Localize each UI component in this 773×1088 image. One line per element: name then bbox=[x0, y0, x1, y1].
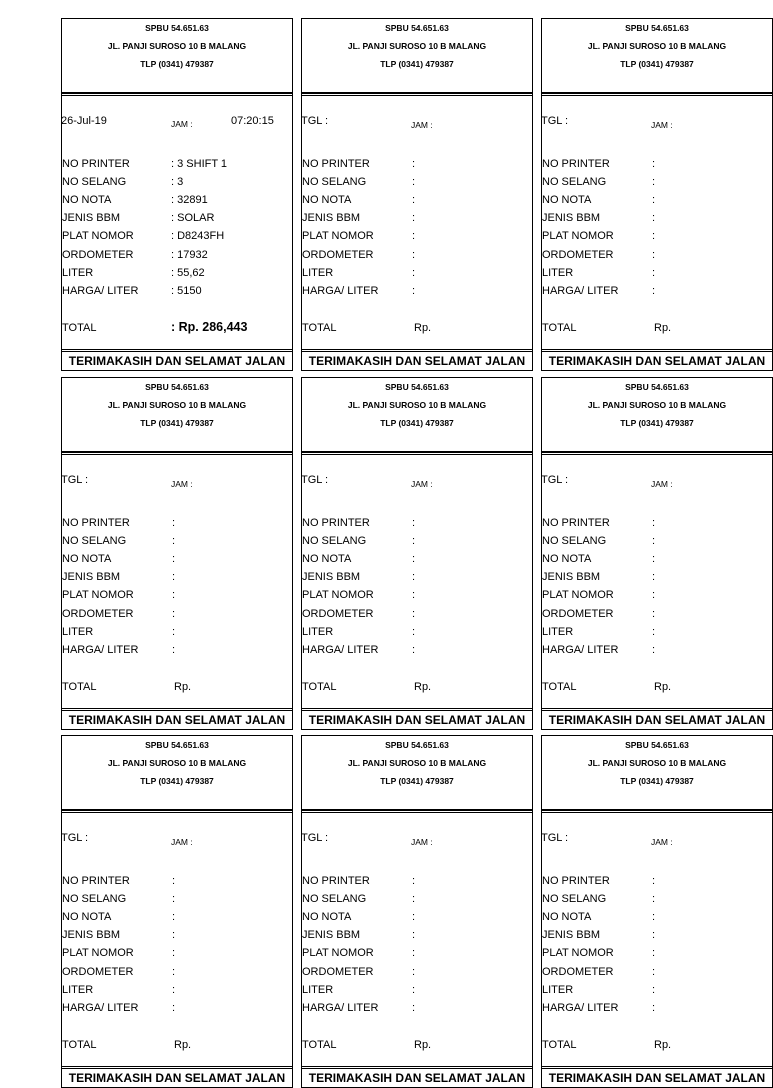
field-colon: : bbox=[652, 929, 656, 941]
field-label-liter: LITER bbox=[302, 267, 334, 279]
field-colon: : bbox=[412, 1002, 416, 1014]
total-label: TOTAL bbox=[542, 322, 577, 334]
receipt bbox=[301, 18, 533, 370]
field-colon: : bbox=[412, 929, 416, 941]
station-name: SPBU 54.651.63 bbox=[625, 740, 689, 750]
field-colon: : bbox=[412, 158, 416, 170]
station-name: SPBU 54.651.63 bbox=[145, 740, 209, 750]
currency-label: Rp. bbox=[654, 681, 672, 693]
field-colon: : bbox=[412, 194, 416, 206]
total-label: TOTAL bbox=[302, 322, 337, 334]
field-colon: : bbox=[652, 212, 656, 224]
field-label-plat-nomor: PLAT NOMOR bbox=[62, 589, 134, 601]
date-value: 26-Jul-19 bbox=[61, 115, 107, 127]
station-name: SPBU 54.651.63 bbox=[385, 382, 449, 392]
field-colon: : bbox=[652, 644, 656, 656]
thank-you-footer: TERIMAKASIH DAN SELAMAT JALAN bbox=[541, 349, 773, 371]
time-label: JAM : bbox=[171, 837, 193, 847]
field-label-no-selang: NO SELANG bbox=[542, 893, 607, 905]
field-colon: : bbox=[412, 893, 416, 905]
field-label-ordometer: ORDOMETER bbox=[62, 966, 134, 978]
field-label-harga-liter: HARGA/ LITER bbox=[302, 644, 379, 656]
date-label: TGL : bbox=[541, 832, 569, 844]
field-colon: : bbox=[412, 267, 416, 279]
field-label-jenis-bbm: JENIS BBM bbox=[62, 929, 121, 941]
receipt-header bbox=[301, 377, 533, 453]
field-label-liter: LITER bbox=[302, 984, 334, 996]
time-label: JAM : bbox=[171, 119, 193, 129]
field-label-no-printer: NO PRINTER bbox=[302, 875, 370, 887]
station-address: JL. PANJI SUROSO 10 B MALANG bbox=[587, 758, 727, 768]
field-colon: : bbox=[652, 517, 656, 529]
field-colon: : bbox=[412, 553, 416, 565]
field-label-plat-nomor: PLAT NOMOR bbox=[302, 589, 374, 601]
field-label-liter: LITER bbox=[542, 984, 574, 996]
field-label-liter: LITER bbox=[62, 984, 94, 996]
currency-label: Rp. bbox=[414, 322, 432, 334]
field-colon: : bbox=[652, 589, 656, 601]
field-label-liter: LITER bbox=[302, 626, 334, 638]
field-colon: : bbox=[412, 176, 416, 188]
field-label-jenis-bbm: JENIS BBM bbox=[542, 571, 601, 583]
date-label: TGL : bbox=[541, 115, 569, 127]
field-label-ordometer: ORDOMETER bbox=[62, 249, 134, 261]
field-colon: : bbox=[652, 947, 656, 959]
field-label-no-nota: NO NOTA bbox=[542, 553, 592, 565]
receipt-body bbox=[61, 451, 293, 716]
station-phone: TLP (0341) 479387 bbox=[140, 418, 214, 428]
receipt-header bbox=[61, 18, 293, 94]
field-colon: : bbox=[412, 875, 416, 887]
field-colon: : bbox=[172, 589, 176, 601]
receipt-header bbox=[61, 377, 293, 453]
station-name: SPBU 54.651.63 bbox=[625, 382, 689, 392]
field-colon: : bbox=[652, 194, 656, 206]
field-colon: : bbox=[172, 517, 176, 529]
double-divider bbox=[302, 452, 532, 455]
receipt bbox=[541, 735, 773, 1087]
field-label-no-selang: NO SELANG bbox=[62, 176, 127, 188]
receipt-header bbox=[541, 735, 773, 811]
field-label-plat-nomor: PLAT NOMOR bbox=[542, 947, 614, 959]
field-colon: : bbox=[412, 644, 416, 656]
date-label: TGL : bbox=[301, 832, 329, 844]
field-colon: : bbox=[172, 966, 176, 978]
currency-label: Rp. bbox=[414, 681, 432, 693]
field-colon: : bbox=[412, 212, 416, 224]
field-colon: : bbox=[172, 947, 176, 959]
station-address: JL. PANJI SUROSO 10 B MALANG bbox=[107, 41, 247, 51]
field-colon: : bbox=[652, 176, 656, 188]
field-colon: : bbox=[412, 249, 416, 261]
station-phone: TLP (0341) 479387 bbox=[140, 776, 214, 786]
receipt bbox=[541, 377, 773, 729]
receipt bbox=[61, 735, 293, 1087]
field-label-plat-nomor: PLAT NOMOR bbox=[302, 947, 374, 959]
field-label-no-nota: NO NOTA bbox=[62, 553, 112, 565]
currency-label: Rp. bbox=[654, 1039, 672, 1051]
field-label-harga-liter: HARGA/ LITER bbox=[302, 1002, 379, 1014]
field-colon: : bbox=[652, 875, 656, 887]
station-address: JL. PANJI SUROSO 10 B MALANG bbox=[587, 400, 727, 410]
field-colon: : bbox=[172, 893, 176, 905]
field-label-no-selang: NO SELANG bbox=[302, 893, 367, 905]
field-colon: : bbox=[172, 644, 176, 656]
field-label-no-selang: NO SELANG bbox=[542, 176, 607, 188]
receipt bbox=[61, 377, 293, 729]
field-label-no-printer: NO PRINTER bbox=[62, 158, 130, 170]
field-label-ordometer: ORDOMETER bbox=[302, 966, 374, 978]
field-label-harga-liter: HARGA/ LITER bbox=[62, 285, 139, 297]
station-address: JL. PANJI SUROSO 10 B MALANG bbox=[347, 41, 487, 51]
field-colon: : bbox=[412, 911, 416, 923]
station-phone: TLP (0341) 479387 bbox=[380, 776, 454, 786]
double-divider bbox=[542, 810, 772, 813]
field-value-plat-nomor: : D8243FH bbox=[171, 230, 225, 242]
field-colon: : bbox=[412, 571, 416, 583]
field-label-no-nota: NO NOTA bbox=[302, 194, 352, 206]
total-label: TOTAL bbox=[62, 1039, 97, 1051]
time-label: JAM : bbox=[651, 120, 673, 130]
field-label-no-printer: NO PRINTER bbox=[62, 517, 130, 529]
double-divider bbox=[302, 810, 532, 813]
field-colon: : bbox=[652, 535, 656, 547]
field-colon: : bbox=[412, 984, 416, 996]
station-address: JL. PANJI SUROSO 10 B MALANG bbox=[347, 758, 487, 768]
receipt-body bbox=[541, 92, 773, 357]
time-value: 07:20:15 bbox=[231, 115, 274, 127]
time-label: JAM : bbox=[411, 837, 433, 847]
field-label-plat-nomor: PLAT NOMOR bbox=[302, 230, 374, 242]
field-label-jenis-bbm: JENIS BBM bbox=[62, 212, 121, 224]
field-colon: : bbox=[412, 285, 416, 297]
field-colon: : bbox=[412, 535, 416, 547]
field-colon: : bbox=[172, 875, 176, 887]
station-name: SPBU 54.651.63 bbox=[625, 23, 689, 33]
field-label-no-selang: NO SELANG bbox=[542, 535, 607, 547]
double-divider bbox=[62, 810, 292, 813]
field-label-harga-liter: HARGA/ LITER bbox=[542, 285, 619, 297]
field-label-harga-liter: HARGA/ LITER bbox=[62, 1002, 139, 1014]
field-label-ordometer: ORDOMETER bbox=[542, 966, 614, 978]
field-colon: : bbox=[412, 966, 416, 978]
field-label-jenis-bbm: JENIS BBM bbox=[302, 571, 361, 583]
field-colon: : bbox=[172, 608, 176, 620]
field-label-plat-nomor: PLAT NOMOR bbox=[62, 230, 134, 242]
station-phone: TLP (0341) 479387 bbox=[380, 418, 454, 428]
field-label-plat-nomor: PLAT NOMOR bbox=[542, 230, 614, 242]
double-divider bbox=[302, 93, 532, 96]
receipt-body bbox=[301, 451, 533, 716]
receipt-body bbox=[541, 451, 773, 716]
field-value-no-nota: : 32891 bbox=[171, 194, 208, 206]
field-value-liter: : 55,62 bbox=[171, 267, 205, 279]
currency-label: Rp. bbox=[174, 681, 192, 693]
receipt-body bbox=[301, 809, 533, 1074]
receipt-header bbox=[301, 18, 533, 94]
receipt bbox=[301, 377, 533, 729]
field-label-no-nota: NO NOTA bbox=[542, 911, 592, 923]
station-address: JL. PANJI SUROSO 10 B MALANG bbox=[107, 400, 247, 410]
field-label-no-nota: NO NOTA bbox=[302, 553, 352, 565]
field-label-ordometer: ORDOMETER bbox=[302, 249, 374, 261]
field-label-liter: LITER bbox=[62, 626, 94, 638]
field-label-no-printer: NO PRINTER bbox=[542, 517, 610, 529]
field-colon: : bbox=[652, 1002, 656, 1014]
time-label: JAM : bbox=[411, 479, 433, 489]
date-label: TGL : bbox=[541, 474, 569, 486]
receipt-header bbox=[541, 18, 773, 94]
field-colon: : bbox=[172, 626, 176, 638]
field-label-liter: LITER bbox=[62, 267, 94, 279]
field-colon: : bbox=[412, 589, 416, 601]
field-colon: : bbox=[412, 626, 416, 638]
field-label-no-nota: NO NOTA bbox=[302, 911, 352, 923]
field-label-plat-nomor: PLAT NOMOR bbox=[62, 947, 134, 959]
thank-you-footer: TERIMAKASIH DAN SELAMAT JALAN bbox=[541, 708, 773, 730]
time-label: JAM : bbox=[651, 479, 673, 489]
field-label-harga-liter: HARGA/ LITER bbox=[542, 1002, 619, 1014]
field-colon: : bbox=[652, 230, 656, 242]
station-address: JL. PANJI SUROSO 10 B MALANG bbox=[107, 758, 247, 768]
total-label: TOTAL bbox=[542, 681, 577, 693]
field-label-no-nota: NO NOTA bbox=[62, 194, 112, 206]
receipt-header bbox=[61, 735, 293, 811]
station-address: JL. PANJI SUROSO 10 B MALANG bbox=[587, 41, 727, 51]
field-label-harga-liter: HARGA/ LITER bbox=[542, 644, 619, 656]
field-value-jenis-bbm: : SOLAR bbox=[171, 212, 215, 224]
field-label-harga-liter: HARGA/ LITER bbox=[302, 285, 379, 297]
receipt bbox=[541, 18, 773, 370]
receipt-header bbox=[541, 377, 773, 453]
field-label-jenis-bbm: JENIS BBM bbox=[542, 929, 601, 941]
field-label-jenis-bbm: JENIS BBM bbox=[542, 212, 601, 224]
receipt bbox=[61, 18, 293, 370]
field-label-no-printer: NO PRINTER bbox=[302, 517, 370, 529]
date-label: TGL : bbox=[301, 474, 329, 486]
station-phone: TLP (0341) 479387 bbox=[620, 59, 694, 69]
field-colon: : bbox=[172, 535, 176, 547]
field-colon: : bbox=[652, 911, 656, 923]
field-colon: : bbox=[652, 553, 656, 565]
thank-you-footer: TERIMAKASIH DAN SELAMAT JALAN bbox=[541, 1066, 773, 1088]
field-colon: : bbox=[652, 267, 656, 279]
field-colon: : bbox=[652, 571, 656, 583]
field-value-harga-liter: : 5150 bbox=[171, 285, 202, 297]
total-value: : Rp. 286,443 bbox=[171, 320, 248, 334]
station-name: SPBU 54.651.63 bbox=[385, 23, 449, 33]
field-label-jenis-bbm: JENIS BBM bbox=[302, 929, 361, 941]
field-label-ordometer: ORDOMETER bbox=[302, 608, 374, 620]
station-name: SPBU 54.651.63 bbox=[145, 23, 209, 33]
field-colon: : bbox=[172, 984, 176, 996]
receipt-body bbox=[61, 92, 293, 357]
field-label-no-selang: NO SELANG bbox=[62, 893, 127, 905]
field-label-ordometer: ORDOMETER bbox=[542, 249, 614, 261]
field-colon: : bbox=[412, 517, 416, 529]
field-label-liter: LITER bbox=[542, 267, 574, 279]
receipt-header bbox=[301, 735, 533, 811]
field-value-ordometer: : 17932 bbox=[171, 249, 208, 261]
currency-label: Rp. bbox=[654, 322, 672, 334]
field-colon: : bbox=[412, 230, 416, 242]
currency-label: Rp. bbox=[414, 1039, 432, 1051]
thank-you-footer: TERIMAKASIH DAN SELAMAT JALAN bbox=[61, 708, 293, 730]
field-value-no-selang: : 3 bbox=[171, 176, 184, 188]
time-label: JAM : bbox=[171, 479, 193, 489]
field-label-liter: LITER bbox=[542, 626, 574, 638]
field-colon: : bbox=[652, 893, 656, 905]
thank-you-footer: TERIMAKASIH DAN SELAMAT JALAN bbox=[61, 1066, 293, 1088]
field-value-no-printer: : 3 SHIFT 1 bbox=[171, 158, 228, 170]
double-divider bbox=[542, 93, 772, 96]
field-label-no-selang: NO SELANG bbox=[302, 176, 367, 188]
total-label: TOTAL bbox=[302, 1039, 337, 1051]
field-label-no-selang: NO SELANG bbox=[62, 535, 127, 547]
thank-you-footer: TERIMAKASIH DAN SELAMAT JALAN bbox=[301, 1066, 533, 1088]
thank-you-footer: TERIMAKASIH DAN SELAMAT JALAN bbox=[301, 708, 533, 730]
station-address: JL. PANJI SUROSO 10 B MALANG bbox=[347, 400, 487, 410]
field-label-ordometer: ORDOMETER bbox=[62, 608, 134, 620]
field-label-no-printer: NO PRINTER bbox=[542, 158, 610, 170]
station-phone: TLP (0341) 479387 bbox=[620, 776, 694, 786]
station-name: SPBU 54.651.63 bbox=[145, 382, 209, 392]
total-label: TOTAL bbox=[62, 322, 97, 334]
field-colon: : bbox=[652, 966, 656, 978]
field-label-no-selang: NO SELANG bbox=[302, 535, 367, 547]
field-label-no-printer: NO PRINTER bbox=[62, 875, 130, 887]
date-label: TGL : bbox=[61, 474, 89, 486]
field-colon: : bbox=[652, 984, 656, 996]
field-label-no-printer: NO PRINTER bbox=[542, 875, 610, 887]
station-phone: TLP (0341) 479387 bbox=[620, 418, 694, 428]
time-label: JAM : bbox=[651, 837, 673, 847]
field-colon: : bbox=[652, 626, 656, 638]
thank-you-footer: TERIMAKASIH DAN SELAMAT JALAN bbox=[301, 349, 533, 371]
station-phone: TLP (0341) 479387 bbox=[380, 59, 454, 69]
field-label-no-nota: NO NOTA bbox=[542, 194, 592, 206]
field-colon: : bbox=[652, 158, 656, 170]
date-label: TGL : bbox=[301, 115, 329, 127]
double-divider bbox=[62, 452, 292, 455]
field-colon: : bbox=[172, 911, 176, 923]
double-divider bbox=[542, 452, 772, 455]
field-label-ordometer: ORDOMETER bbox=[542, 608, 614, 620]
currency-label: Rp. bbox=[174, 1039, 192, 1051]
field-colon: : bbox=[412, 947, 416, 959]
field-label-jenis-bbm: JENIS BBM bbox=[62, 571, 121, 583]
thank-you-footer: TERIMAKASIH DAN SELAMAT JALAN bbox=[61, 349, 293, 371]
total-label: TOTAL bbox=[542, 1039, 577, 1051]
field-label-no-nota: NO NOTA bbox=[62, 911, 112, 923]
field-colon: : bbox=[172, 553, 176, 565]
receipt-body bbox=[61, 809, 293, 1074]
field-colon: : bbox=[412, 608, 416, 620]
field-colon: : bbox=[652, 249, 656, 261]
receipt-body bbox=[301, 92, 533, 357]
total-label: TOTAL bbox=[62, 681, 97, 693]
field-label-no-printer: NO PRINTER bbox=[302, 158, 370, 170]
field-colon: : bbox=[172, 1002, 176, 1014]
field-colon: : bbox=[172, 571, 176, 583]
double-divider bbox=[62, 93, 292, 96]
receipt-body bbox=[541, 809, 773, 1074]
field-colon: : bbox=[652, 608, 656, 620]
time-label: JAM : bbox=[411, 120, 433, 130]
field-colon: : bbox=[652, 285, 656, 297]
field-label-plat-nomor: PLAT NOMOR bbox=[542, 589, 614, 601]
receipt bbox=[301, 735, 533, 1087]
station-name: SPBU 54.651.63 bbox=[385, 740, 449, 750]
field-label-harga-liter: HARGA/ LITER bbox=[62, 644, 139, 656]
date-label: TGL : bbox=[61, 832, 89, 844]
station-phone: TLP (0341) 479387 bbox=[140, 59, 214, 69]
field-label-jenis-bbm: JENIS BBM bbox=[302, 212, 361, 224]
total-label: TOTAL bbox=[302, 681, 337, 693]
field-colon: : bbox=[172, 929, 176, 941]
